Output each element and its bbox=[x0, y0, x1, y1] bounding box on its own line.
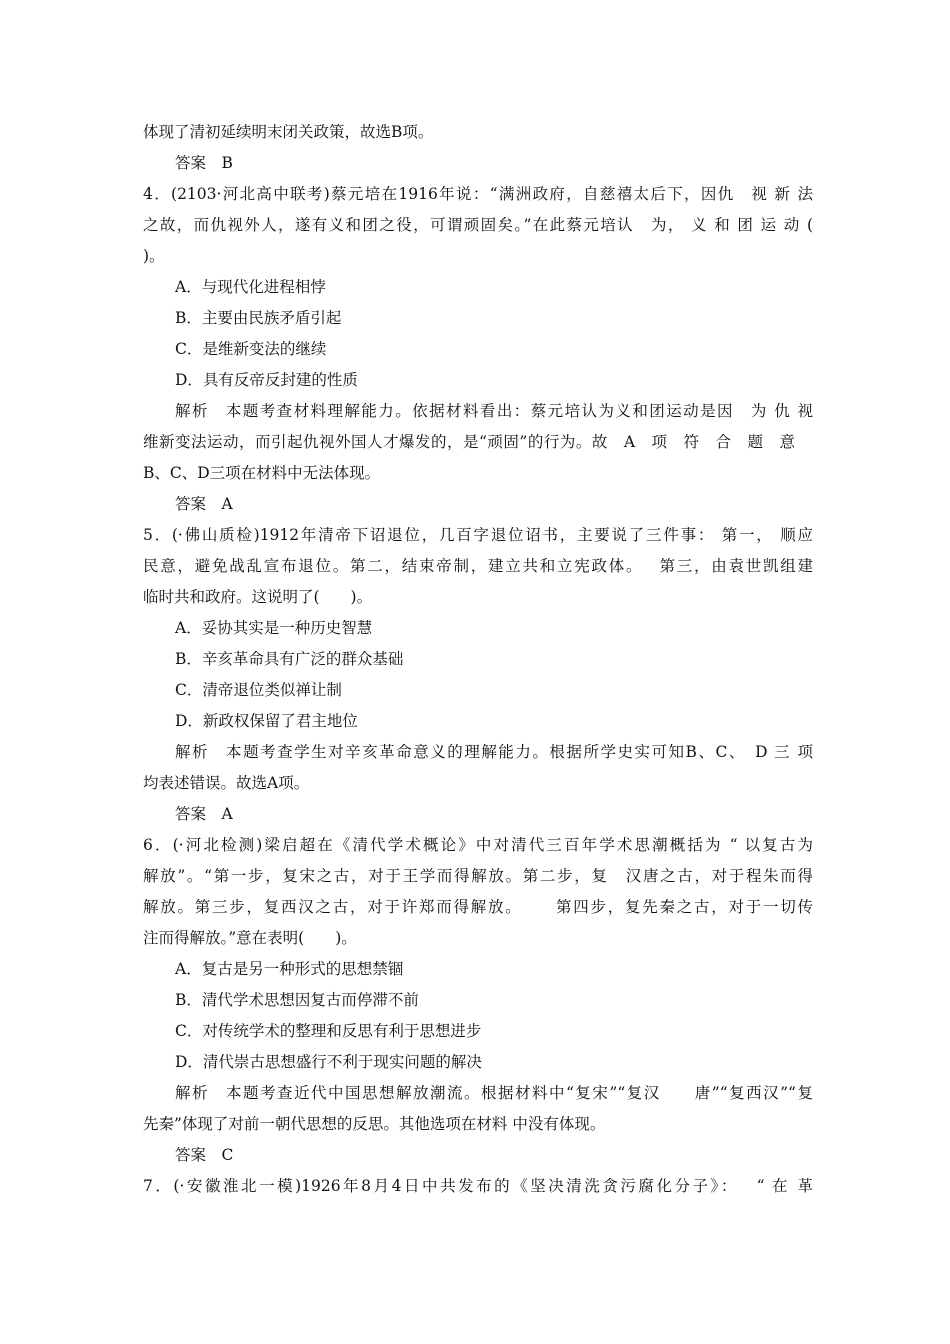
answer-line: 答案 B bbox=[175, 154, 233, 172]
question-line: 注而得解放。”意在表明( )。 bbox=[143, 929, 357, 947]
option-line: C．对传统学术的整理和反思有利于思想进步 bbox=[175, 1022, 482, 1040]
option-line: D．新政权保留了君主地位 bbox=[175, 712, 358, 730]
option-line: B．辛亥革命具有广泛的群众基础 bbox=[175, 650, 404, 668]
question-line: )。 bbox=[143, 247, 165, 265]
analysis-line: 先秦”体现了对前一朝代思想的反思。其他选项在材料 中没有体现。 bbox=[143, 1115, 606, 1133]
question-line: 4．(2103·河北高中联考)蔡元培在1916年说：“满洲政府，自慈禧太后下，因仇 视 新 法 bbox=[143, 185, 813, 203]
answer-line: 答案 C bbox=[175, 1146, 234, 1164]
analysis-line: 解析 本题考查材料理解能力。依据材料看出：蔡元培认为义和团运动是因 为 仇 视 bbox=[175, 402, 813, 420]
answer-line: 答案 A bbox=[175, 495, 233, 513]
option-line: B．主要由民族矛盾引起 bbox=[175, 309, 342, 327]
question-line: 5．(·佛山质检)1912年清帝下诏退位，几百字退位诏书，主要说了三件事： 第一， 顺应 bbox=[143, 526, 813, 544]
analysis-line: 均表述错误。故选A项。 bbox=[143, 774, 310, 792]
option-line: C．是维新变法的继续 bbox=[175, 340, 327, 358]
question-line: 6．(·河北检测)梁启超在《清代学术概论》中对清代三百年学术思潮概括为 “ 以复古为 bbox=[143, 836, 813, 854]
option-line: C．清帝退位类似禅让制 bbox=[175, 681, 342, 699]
option-line: A．妥协其实是一种历史智慧 bbox=[175, 619, 373, 637]
question-line: 7．(·安徽淮北一模)1926年8月4日中共发布的《坚决清洗贪污腐化分子》： “ 在 革 bbox=[143, 1177, 813, 1195]
question-line: 临时共和政府。这说明了( )。 bbox=[143, 588, 373, 606]
answer-line: 答案 A bbox=[175, 805, 233, 823]
question-line: 民意，避免战乱宣布退位。第二，结束帝制，建立共和立宪政体。 第三，由袁世凯组建 bbox=[143, 557, 813, 575]
text-line: 体现了清初延续明末闭关政策，故选B项。 bbox=[143, 123, 434, 141]
option-line: B．清代学术思想因复古而停滞不前 bbox=[175, 991, 419, 1009]
option-line: D．具有反帝反封建的性质 bbox=[175, 371, 358, 389]
question-line: 之故，而仇视外人，遂有义和团之役，可谓顽固矣。”在此蔡元培认 为， 义 和 团 运 动 ( bbox=[143, 216, 813, 234]
analysis-line: 解析 本题考查学生对辛亥革命意义的理解能力。根据所学史实可知B、C、 D 三 项 bbox=[175, 743, 813, 761]
analysis-line: 维新变法运动，而引起仇视外国人才爆发的，是“顽固”的行为。故 A 项 符 合 题 意 bbox=[143, 433, 795, 451]
option-line: D．清代崇古思想盛行不利于现实问题的解决 bbox=[175, 1053, 482, 1071]
analysis-line: B、C、D三项在材料中无法体现。 bbox=[143, 464, 381, 482]
question-line: 解放”。“第一步，复宋之古，对于王学而得解放。第二步，复 汉唐之古，对于程朱而得 bbox=[143, 867, 813, 885]
analysis-line: 解析 本题考查近代中国思想解放潮流。根据材料中“复宋”“复汉 唐”“复西汉”“复 bbox=[175, 1084, 813, 1102]
question-line: 解放。第三步，复西汉之古，对于许郑而得解放。 第四步，复先秦之古，对于一切传 bbox=[143, 898, 813, 916]
option-line: A．与现代化进程相悖 bbox=[175, 278, 326, 296]
option-line: A．复古是另一种形式的思想禁锢 bbox=[175, 960, 404, 978]
